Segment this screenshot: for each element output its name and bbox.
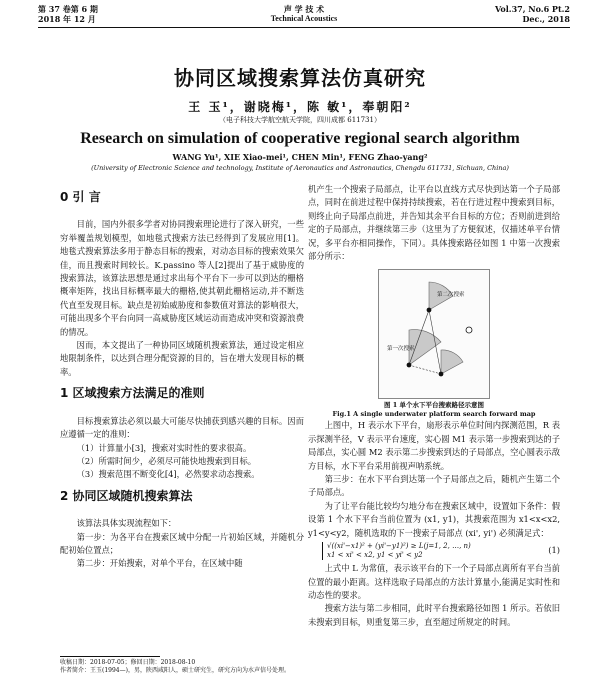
- step-1: 第一步：为各平台在搜索区域中分配一片初始区域，并随机分配初始位置点；: [60, 531, 304, 555]
- figure-1-caption-cn: 图 1 单个水下平台搜索路径示意图: [383, 401, 485, 410]
- footnote: [60, 659, 304, 675]
- footnote-rule: [60, 656, 160, 657]
- path-segment-3: [409, 365, 441, 374]
- footnote-received: 收稿日期：2018-07-05；修回日期：2018-08-10: [60, 659, 196, 666]
- criterion-1: （1）计算量小[3]，搜索对实时性的要求很高。: [76, 442, 252, 453]
- equation-1-line-2: x1 < xi' < x2, y1 < yi' < y2: [327, 551, 423, 560]
- equation-1-body: [322, 542, 471, 560]
- figure-1: [378, 269, 490, 399]
- journal-name: 声 学 技 术 Technical Acoustics: [270, 4, 338, 23]
- criterion-3: （3）搜索范围不断变化[4]，必然要求动态搜索。: [76, 469, 260, 480]
- subpoint-m2-marker: [439, 372, 444, 377]
- header-rule: [38, 27, 570, 28]
- step-2-continued: 机产生一个搜索子局部点，让平台以直线方式尽快到达第一个子局部点，同时在前进过程中保持持续搜索，若在行进过程中搜索到目标，则终止向子局部点前进，并告知其余平台目标的方位；否则前进到给定的子局部点，并继续第三步（这里为了方便叙述，仅描述单平台情况，多平台亦相同操作，下同）。具体搜索路径如图 1 中第一次搜索部分所示：: [308, 184, 560, 262]
- section-1-paragraph: 目标搜索算法必须以最大可能尽快捕获到感兴趣的目标。因而应遵循一定的准则：: [60, 415, 304, 440]
- title-english: Research on simulation of cooperative regional search algorithm: [80, 130, 520, 147]
- affiliation-english: (University of Electronic Science and technology, Institute of Aeronautics and Astronautics, Chengdu 611731, Sichuan, China): [91, 164, 509, 172]
- authors-english: WANG Yu¹, XIE Xiao-mei¹, CHEN Min¹, FENG Zhao-yang²: [172, 152, 428, 162]
- affiliation-chinese: （电子科技大学航空航天学院，四川成都 611731）: [219, 116, 381, 124]
- step-2: 第二步：开始搜索，对单个平台，在区域中随: [76, 558, 243, 569]
- section-1-heading: 1 区域搜索方法满足的准则: [60, 386, 205, 401]
- section-0-paragraph-1: 目前，国内外很多学者对协同搜索理论进行了深入研究，一些穷举覆盖规划模型，如地毯式搜索方法已经得到了发展应用[1]。地毯式搜索算法多用于静态目标的搜索，对动态目标的搜索效果欠佳，而且搜索时间较长。K.passino 等人[2]提出了基于威胁度的搜索算法，该算法思想是通过求出每个平台下一步可以到达的栅格概率矩阵，找出目标概率最大的栅格,使其朝此栅格运动,并不断迭代直至发现目标。缺点是初始威胁度和参数值对算法的影响很大，可能出现多个平台向同一高威胁度区域运动而造成冲突和资源浪费的情况。: [60, 219, 304, 337]
- title-chinese: 协同区域搜索算法仿真研究: [174, 66, 426, 90]
- platform-h-marker: [407, 363, 412, 368]
- equation-1-line-1: √((xi'−x1)² + (yi'−y1)²) ≥ L(j=1, 2, …, n): [327, 542, 471, 551]
- section-0-heading: 0 引 言: [60, 190, 101, 204]
- section-2-intro: 该算法具体实现流程如下：: [76, 518, 177, 529]
- footnote-author: 作者简介：王玉(1994—)，男，陕西咸阳人，硕士研究生，研究方向为水声信号处理。: [60, 667, 290, 674]
- right-column: [308, 183, 560, 629]
- journal-volume: 第 37 卷第 6 期 2018 年 12 月: [38, 4, 98, 24]
- criterion-2: （2）所需时间少，必须尽可能快地搜索到目标。: [76, 455, 257, 466]
- step-3: 第三步：在水下平台到达第一个子局部点之后，随机产生第二个子局部点。: [308, 474, 560, 498]
- figure-description: 上图中，H 表示水下平台，扇形表示单位时间内探测范围，R 表示探测半径，V 表示平台速度，实心圆 M1 表示第一步搜索到达的子局部点，实心圆 M2 表示第二步搜索到达的子局部点，空心圆表示敌方目标，水下平台采用前视声呐系统。: [308, 420, 560, 471]
- enemy-target-marker: [466, 327, 472, 333]
- final-paragraph: 搜索方法与第二步相同，此时平台搜索路径如图 1 所示。若依旧未搜索到目标，则重复第三步，直至超过所规定的时间。: [308, 603, 560, 627]
- after-equation-paragraph: 上式中 L 为常值，表示该平台的下一个子局部点离所有平台当前位置的最小距离。这样选取子局部点的方法计算量小,能满足实时性和动态性的要求。: [308, 563, 560, 600]
- condition-paragraph: 为了让平台能比较均匀地分布在搜索区域中，设置如下条件：假设第 1 个水下平台当前位置为 (x1, y1)，其搜索范围为 x1<x<x2, y1<y<y2，随机选取的下一搜索子局部点 (xi', yi') 必须满足式：: [308, 500, 560, 538]
- section-0-paragraph-2: 因而，本文提出了一种协同区域随机搜索算法，通过设定相应地限制条件，以达到合理分配资源的目的，旨在增大发现目标的概率。: [60, 340, 304, 377]
- equation-1-number: (1): [548, 545, 560, 556]
- label-second-search: 第二次搜索: [437, 292, 465, 299]
- section-2-heading: 2 协同区域随机搜索算法: [60, 488, 193, 503]
- figure-1-caption-en: Fig.1 A single underwater platform search forward map: [332, 410, 536, 419]
- third-search-sector: [441, 350, 463, 374]
- search-path-diagram: [379, 270, 489, 398]
- equation-1: [308, 542, 560, 560]
- label-first-search: 第一次搜索: [387, 346, 415, 353]
- left-column: [60, 183, 304, 571]
- authors-chinese: 王 玉¹，谢晓梅¹，陈 敏¹，奉朝阳²: [188, 100, 412, 114]
- subpoint-m1-marker: [427, 308, 432, 313]
- journal-issue: Vol.37, No.6 Pt.2 Dec., 2018: [494, 4, 570, 24]
